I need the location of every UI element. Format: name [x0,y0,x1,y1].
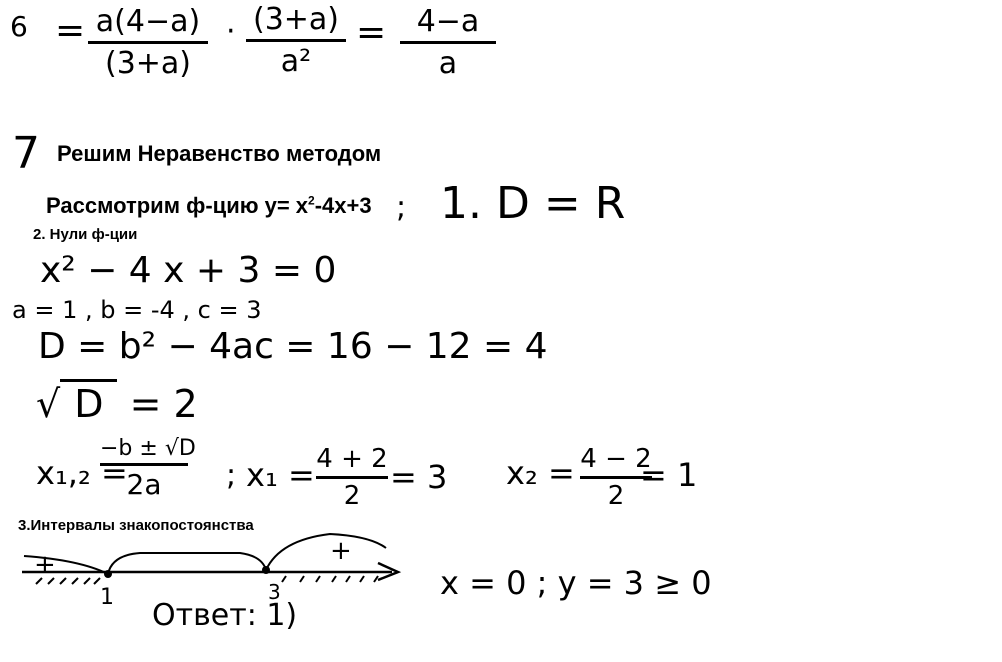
answer: Ответ: 1) [152,598,298,633]
zeros-title: 2. Нули ф-ции [33,226,138,243]
fraction-numerator: 4−a [416,4,480,39]
intervals-title: 3.Интервалы знакопостоянства [18,517,254,534]
check-value: x = 0 ; y = 3 ≥ 0 [440,564,712,602]
x2-result: = 1 [640,456,698,494]
fraction-denominator: 2a [126,468,162,501]
coefficients: a = 1 , b = -4 , c = 3 [12,296,262,324]
point-label-3: 3 [268,580,281,604]
discriminant: D = b² − 4ac = 16 − 12 = 4 [38,326,548,367]
plus-sign-right: + [330,536,352,566]
plus-sign-left: + [34,550,56,580]
x1-result: = 3 [390,458,448,496]
fraction-numerator: −b ± √D [100,436,196,461]
step6-dot: · [226,14,236,49]
step6-number: 6 [10,10,28,43]
fraction-numerator: (3+a) [252,2,339,37]
fraction-denominator: 2 [607,481,625,511]
point-label-1: 1 [100,585,114,610]
root-point-1 [104,570,112,578]
x1-label: x₁ = [246,456,315,494]
fraction-denominator: a [438,46,458,81]
sign-arc-right [266,534,386,570]
hatching-right [282,576,378,582]
fraction-denominator: (3+a) [104,46,191,81]
fraction-numerator: a(4−a) [95,4,201,39]
domain-statement: 1. D = R [440,178,626,229]
step7-number: 7 [12,128,40,179]
fraction-denominator: a² [280,44,312,79]
sqrt-result: = 2 [129,382,198,426]
root-point-3 [262,566,270,574]
x2-label: x₂ = [506,454,575,492]
consider-tail: -4x+3 [314,193,372,218]
step7-title: Решим Неравенство методом [57,141,382,166]
consider-exponent: 2 [308,193,315,208]
consider-semicolon: ; [396,190,407,225]
fraction-numerator: 4 − 2 [580,444,652,474]
consider-text: Рассмотрим ф-цию y= x [46,193,309,218]
fraction-denominator: 2 [343,481,361,511]
fraction-numerator: 4 + 2 [316,444,388,474]
sqrt-symbol: √ [36,382,61,426]
roots-label: x₁,₂ = [36,454,128,492]
step6-equals-2: = [356,12,387,53]
sqrt-argument: D [60,379,117,426]
roots-semicolon: ; [226,458,237,493]
quadratic-equation: x² − 4 x + 3 = 0 [40,250,337,291]
step6-equals-1: = [55,10,86,51]
